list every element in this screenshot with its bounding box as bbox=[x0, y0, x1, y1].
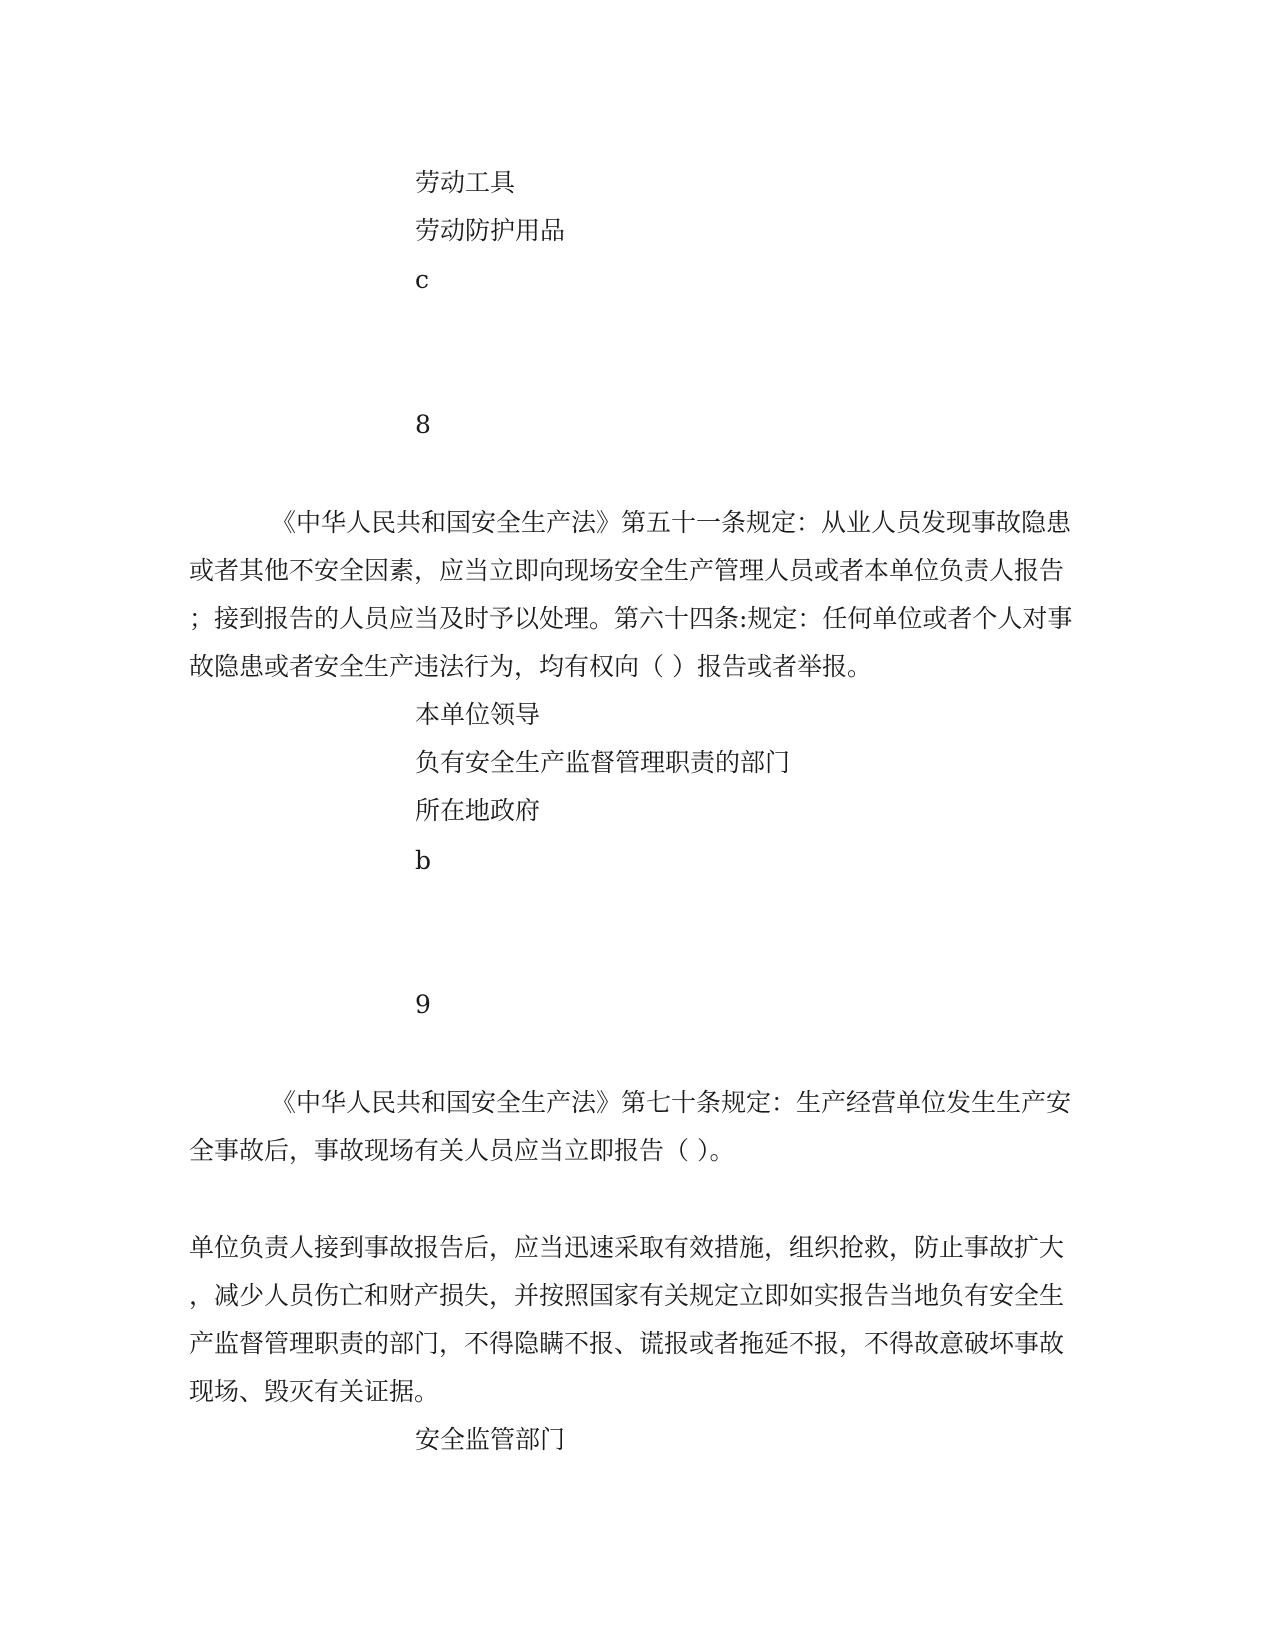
q9-option-1: 安全监管部门 bbox=[415, 1425, 566, 1454]
q8-option-1: 本单位领导 bbox=[415, 700, 541, 729]
q9-stem-line-2: 全事故后，事故现场有关人员应当立即报告（ ）。 bbox=[189, 1136, 735, 1165]
q8-number: 8 bbox=[415, 410, 431, 439]
q7-answer: c bbox=[415, 265, 430, 294]
q7-option-1: 劳动工具 bbox=[415, 168, 516, 197]
q8-answer: b bbox=[415, 846, 432, 875]
q8-stem-line-2: 或者其他不安全因素，应当立即向现场安全生产管理人员或者本单位负责人报告 bbox=[189, 556, 1065, 585]
q9-stem-line-1: 《中华人民共和国安全生产法》第七十条规定：生产经营单位发生生产安 bbox=[271, 1088, 1072, 1117]
q7-option-2: 劳动防护用品 bbox=[415, 216, 566, 245]
q9-paragraph-line-1: 单位负责人接到事故报告后，应当迅速采取有效措施，组织抢救，防止事故扩大 bbox=[189, 1233, 1065, 1262]
q9-paragraph-line-3: 产监督管理职责的部门，不得隐瞒不报、谎报或者拖延不报，不得故意破坏事故 bbox=[189, 1329, 1065, 1358]
q9-paragraph-line-2: ，减少人员伤亡和财产损失，并按照国家有关规定立即如实报告当地负有安全生 bbox=[189, 1281, 1065, 1310]
q8-stem-line-4: 故隐患或者安全生产违法行为，均有权向（ ）报告或者举报。 bbox=[189, 652, 872, 681]
q9-number: 9 bbox=[415, 990, 431, 1019]
q8-option-2: 负有安全生产监督管理职责的部门 bbox=[415, 748, 791, 777]
q8-option-3: 所在地政府 bbox=[415, 796, 541, 825]
q8-stem-line-3: ；接到报告的人员应当及时予以处理。第六十四条:规定：任何单位或者个人对事 bbox=[189, 604, 1073, 633]
q8-stem-line-1: 《中华人民共和国安全生产法》第五十一条规定：从业人员发现事故隐患 bbox=[271, 508, 1072, 537]
q9-paragraph-line-4: 现场、毁灭有关证据。 bbox=[189, 1377, 440, 1406]
